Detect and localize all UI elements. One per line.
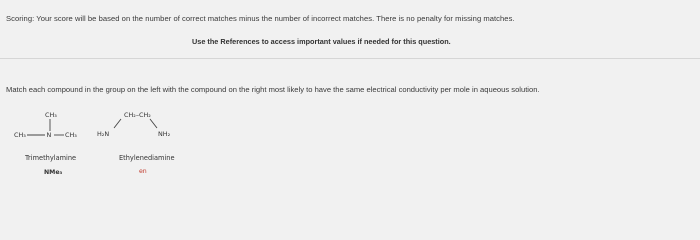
references-text: Use the References to access important values if needed for this question. — [192, 37, 451, 46]
instructions-text: Match each compound in the group on the left with the compound on the right most likely to have the same electrical conductivity per mole in aqueous solution. — [6, 85, 540, 94]
compound-ethylenediamine[interactable] — [94, 112, 204, 182]
compound-name-trimethylamine: Trimethylamine — [25, 154, 77, 162]
trimethylamine-structure — [14, 112, 94, 142]
divider — [0, 58, 700, 59]
tma-nitrogen: N — [46, 131, 52, 139]
tma-right-ch3: CH₃ — [65, 131, 77, 139]
scoring-text: Scoring: Your score will be based on the number of correct matches minus the number of incorrect matches. There is no penalty for missing matches. — [6, 14, 515, 23]
tma-top-ch3: CH₃ — [45, 112, 57, 119]
compound-name-ethylenediamine: Ethylenediamine — [119, 154, 175, 162]
en-chain-label: CH₂–CH₂ — [124, 111, 151, 119]
en-left-nh2: H₂N — [97, 130, 110, 138]
ethylenediamine-structure — [94, 108, 204, 138]
compound-abbr-ethylenediamine: en — [139, 168, 147, 175]
tma-left-ch3: CH₃ — [14, 131, 26, 139]
compound-trimethylamine[interactable] — [14, 112, 94, 182]
compound-abbr-trimethylamine: NMe₃ — [44, 169, 63, 176]
en-right-nh2: NH₂ — [158, 130, 171, 138]
